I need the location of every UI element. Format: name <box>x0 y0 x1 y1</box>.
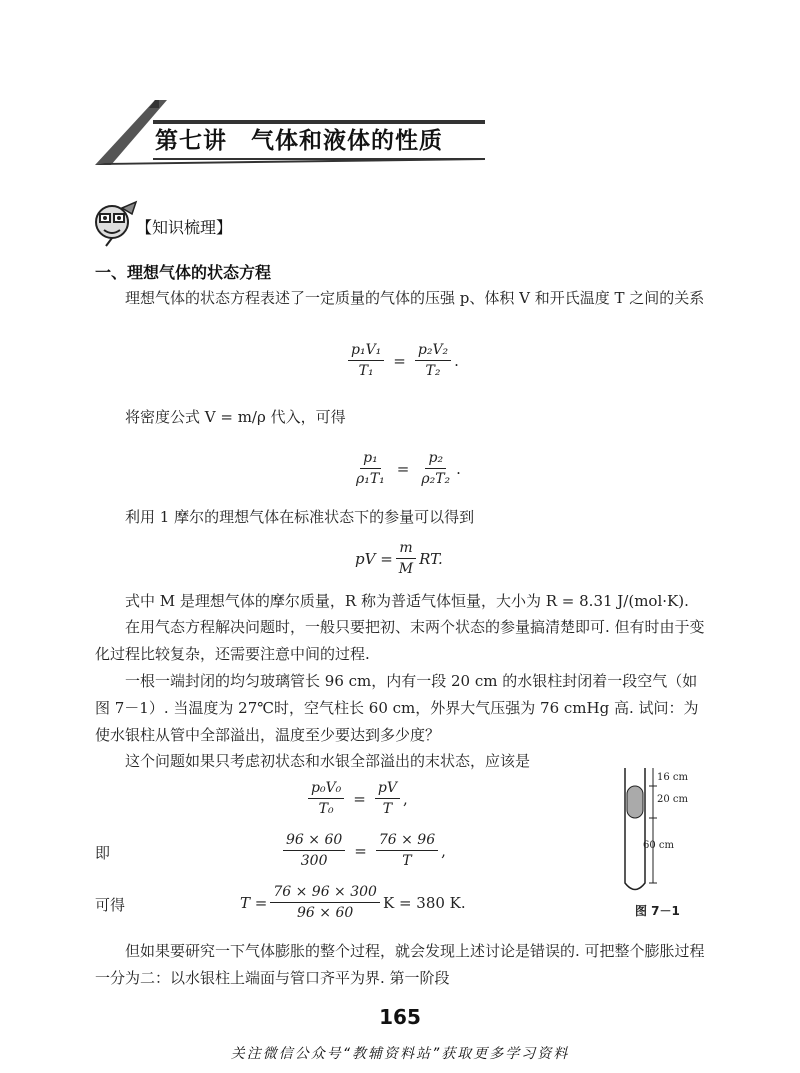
equation-density: $\frac{\text{p₁}}{\text{ρ₁T₁}}$ = $\frac{\text{p₂}}{\text{ρ₂T₂}}$ . <box>356 450 461 487</box>
paragraph-6: 一根一端封闭的均匀玻璃管长 96 cm，内有一段 20 cm 的水银柱封闭着一段空气（如图 7－1）. 当温度为 27℃时，空气柱长 60 cm，外界大气压强为 76 cmHg 高. 试问：为使水银柱从管中全部溢出，温度至少要达到多少度？ <box>95 672 699 744</box>
section-heading: 一、理想气体的状态方程 <box>95 263 272 282</box>
paragraph-3: 利用 1 摩尔的理想气体在标准状态下的参量可以得到 <box>125 508 475 526</box>
page-number: 165 <box>379 1005 421 1029</box>
label-kede: 可得 <box>95 896 126 914</box>
equation-ideal-gas: $\frac{\text{p₁V₁}}{\text{T₁}}$ = $\frac{\text{p₂V₂}}{\text{T₂}}$ . <box>345 342 459 379</box>
paragraph-4: 式中 M 是理想气体的摩尔质量，R 称为普适气体恒量，大小为 R = 8.31 J/(mol·K). <box>125 592 689 610</box>
paragraph-2: 将密度公式 V = m/ρ 代入，可得 <box>125 408 346 426</box>
section-label: 【知识梳理】 <box>136 218 233 237</box>
equation-numeric: $\frac{96 \times 60}{300}$ = $\frac{76 \times 96}{T}$ , <box>280 832 446 869</box>
mercury-column <box>627 786 643 818</box>
label-60cm: 60 cm <box>643 840 674 851</box>
figure-caption: 图 7－1 <box>635 904 680 918</box>
equation-initial-final: $\frac{\text{p₀V₀}}{\text{T₀}}$ = $\frac{pV}{T}$ , <box>305 780 408 817</box>
label-ji: 即 <box>95 844 111 862</box>
paragraph-8: 但如果要研究一下气体膨胀的整个过程，就会发现上述讨论是错误的. 可把整个膨胀过程一分为二：以水银柱上端面与管口齐平为界. 第一阶段 <box>95 942 705 987</box>
footer-note: 关注微信公众号“教辅资料站”获取更多学习资料 <box>230 1046 570 1062</box>
paragraph-1: 理想气体的状态方程表述了一定质量的气体的压强 p、体积 V 和开氏温度 T 之间的关系 <box>125 289 705 307</box>
label-16cm: 16 cm <box>657 772 688 783</box>
chapter-title: 第七讲 气体和液体的性质 <box>155 128 443 154</box>
paragraph-7: 这个问题如果只考虑初状态和水银全部溢出的末状态，应该是 <box>125 752 531 770</box>
paragraph-5: 在用气态方程解决问题时，一般只要把初、末两个状态的参量搞清楚即可. 但有时由于变化过程比较复杂，还需要注意中间的过程. <box>95 618 705 663</box>
mascot-icon <box>92 200 140 248</box>
equation-result: T = $\frac{76 \times 96 \times 300}{96 \times 60}$ K = 380 K. <box>240 884 466 921</box>
label-20cm: 20 cm <box>657 794 688 805</box>
equation-molar: pV = $\frac{m}{M}$ RT. <box>355 540 443 577</box>
figure-7-1 <box>615 768 715 898</box>
